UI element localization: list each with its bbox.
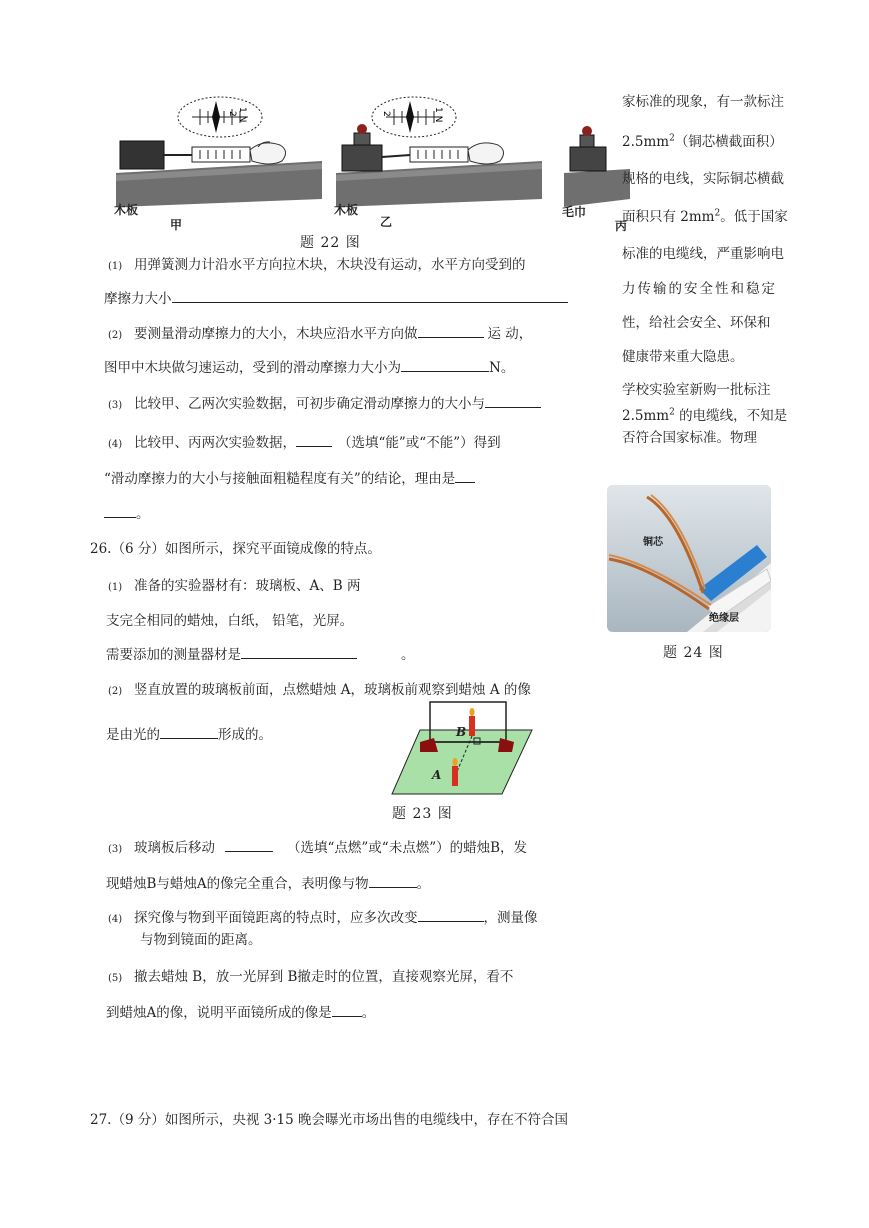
item-number: (2) xyxy=(108,686,123,697)
item-text: N。 xyxy=(489,360,515,376)
friction-apparatus-jia xyxy=(112,95,327,230)
item-text: “滑动摩擦力的大小与接触面粗糙程度有关”的结论，理由是 xyxy=(104,471,456,487)
right-text: 否符合国家标准。物理 xyxy=(622,430,757,446)
figure-24-cable-photo xyxy=(607,485,771,632)
q27-title: 27.（9 分）如图所示，央视 3·15 晚会曝光市场出售的电缆线中，存在不符合国 xyxy=(90,1112,568,1128)
item-text: 到蜡烛A的像，说明平面镜所成的像是 xyxy=(106,1005,332,1021)
item-text: 形成的。 xyxy=(218,727,272,743)
item-text: 摩擦力大小 xyxy=(104,291,172,307)
item-text: 需要添加的测量器材是 xyxy=(106,647,241,663)
superscript: 2 xyxy=(669,133,675,144)
answer-blank[interactable] xyxy=(241,644,357,659)
item-text: 玻璃板后移动 xyxy=(134,840,215,856)
answer-blank[interactable] xyxy=(418,907,484,922)
item-number: (3) xyxy=(108,844,123,855)
item-text: 。 xyxy=(401,647,415,663)
answer-blank[interactable] xyxy=(225,837,273,852)
answer-blank[interactable] xyxy=(160,724,218,739)
item-text: 现蜡烛B与蜡烛A的像完全重合，表明像与物 xyxy=(106,876,369,892)
right-text: 。低于国家 xyxy=(720,209,788,225)
svg-text:2: 2 xyxy=(381,111,391,117)
right-text: 2.5mm xyxy=(622,408,670,424)
answer-blank[interactable] xyxy=(418,323,484,338)
item-text: 。 xyxy=(361,1005,376,1021)
q26-title: 26.（6 分）如图所示，探究平面镜成像的特点。 xyxy=(90,541,381,557)
item-text: 运 动， xyxy=(487,326,533,342)
answer-blank[interactable] xyxy=(485,393,541,408)
panel-label-bing: 丙 xyxy=(615,219,628,233)
answer-blank[interactable] xyxy=(369,873,417,888)
item-text: 比较甲、乙两次实验数据，可初步确定滑动摩擦力的大小与 xyxy=(134,396,485,412)
right-text: 学校实验室新购一批标注 xyxy=(622,382,771,398)
panel-label-jia: 甲 xyxy=(170,218,183,232)
item-text: 图甲中木块做匀速运动，受到的滑动摩擦力大小为 xyxy=(104,360,401,376)
board-label-yi: 木板 xyxy=(334,203,359,217)
answer-blank[interactable] xyxy=(455,468,475,483)
item-text: 撤去蜡烛 B，放一光屏到 B撤走时的位置，直接观察光屏，看不 xyxy=(134,969,514,985)
cable-illustration xyxy=(607,485,771,632)
panel-label-yi: 乙 xyxy=(380,215,393,229)
answer-blank[interactable] xyxy=(332,1002,362,1017)
svg-text:1 N: 1 N xyxy=(433,107,443,123)
item-text: 比较甲、丙两次实验数据， xyxy=(134,435,296,451)
answer-blank[interactable] xyxy=(104,503,136,518)
item-number: (1) xyxy=(108,582,123,593)
candle-b-label: B xyxy=(456,725,467,739)
svg-text:2: 2 xyxy=(227,111,237,117)
right-text: 2.5mm xyxy=(622,134,670,150)
item-text: 是由光的 xyxy=(106,727,160,743)
item-number: (5) xyxy=(108,973,123,984)
item-text: 用弹簧测力计沿水平方向拉木块，木块没有运动，水平方向受到的 xyxy=(134,257,526,273)
item-text: 。 xyxy=(416,876,431,892)
item-number: (4) xyxy=(108,914,123,925)
candle-a-label: A xyxy=(432,768,442,782)
friction-apparatus-yi xyxy=(332,95,547,230)
item-text: 支完全相同的蜡烛，白纸， 铅笔，光屏。 xyxy=(106,613,354,629)
right-text: 家标准的现象，有一款标注 xyxy=(622,94,784,110)
item-number: (2) xyxy=(108,330,123,341)
figure-22 xyxy=(112,95,632,235)
item-text: （选填“点燃”或“未点燃”）的蜡烛B，发 xyxy=(287,840,528,856)
right-text: 面积只有 2mm xyxy=(622,209,715,225)
right-text: （铜芯横截面积） xyxy=(674,134,783,150)
superscript: 2 xyxy=(669,407,675,418)
svg-text:1 N: 1 N xyxy=(237,107,247,123)
item-text: 竖直放置的玻璃板前面，点燃蜡烛 A，玻璃板前观察到蜡烛 A 的像 xyxy=(134,682,531,698)
insulation-label: 绝缘层 xyxy=(709,613,739,624)
item-text: 与物到镜面的距离。 xyxy=(140,932,262,948)
item-text: 探究像与物到平面镜距离的特点时，应多次改变 xyxy=(134,910,418,926)
right-text: 标准的电缆线，严重影响电 xyxy=(622,246,784,262)
figure-23-caption: 题 23 图 xyxy=(392,806,453,822)
answer-blank[interactable] xyxy=(401,357,489,372)
item-number: (1) xyxy=(108,261,123,272)
item-text: （选填“能”或“不能”）得到 xyxy=(338,435,501,451)
item-text: 准备的实验器材有：玻璃板、A、B 两 xyxy=(134,578,361,594)
right-text: 的电缆线，不知是 xyxy=(674,408,788,424)
item-text: 。 xyxy=(136,506,150,522)
board-label-jia: 木板 xyxy=(114,203,139,217)
towel-label-bing: 毛巾 xyxy=(562,205,587,219)
right-text: 健康带来重大隐患。 xyxy=(622,349,744,365)
copper-core-label: 铜芯 xyxy=(643,537,663,548)
right-text: 力传输的安全性和稳定 xyxy=(622,281,777,297)
right-text: 规格的电线，实际铜芯横截 xyxy=(622,171,784,187)
answer-blank[interactable] xyxy=(296,432,332,447)
right-text: 性，给社会安全、环保和 xyxy=(622,315,771,331)
item-text: ，测量像 xyxy=(483,910,538,926)
figure-22-caption: 题 22 图 xyxy=(300,235,361,251)
item-number: (4) xyxy=(108,439,123,450)
figure-24-caption: 题 24 图 xyxy=(663,645,724,661)
figure-23-mirror-setup xyxy=(390,700,535,800)
superscript: 2 xyxy=(714,208,721,219)
item-number: (3) xyxy=(108,400,123,411)
answer-blank[interactable] xyxy=(172,288,568,303)
item-text: 要测量滑动摩擦力的大小，木块应沿水平方向做 xyxy=(134,326,418,342)
